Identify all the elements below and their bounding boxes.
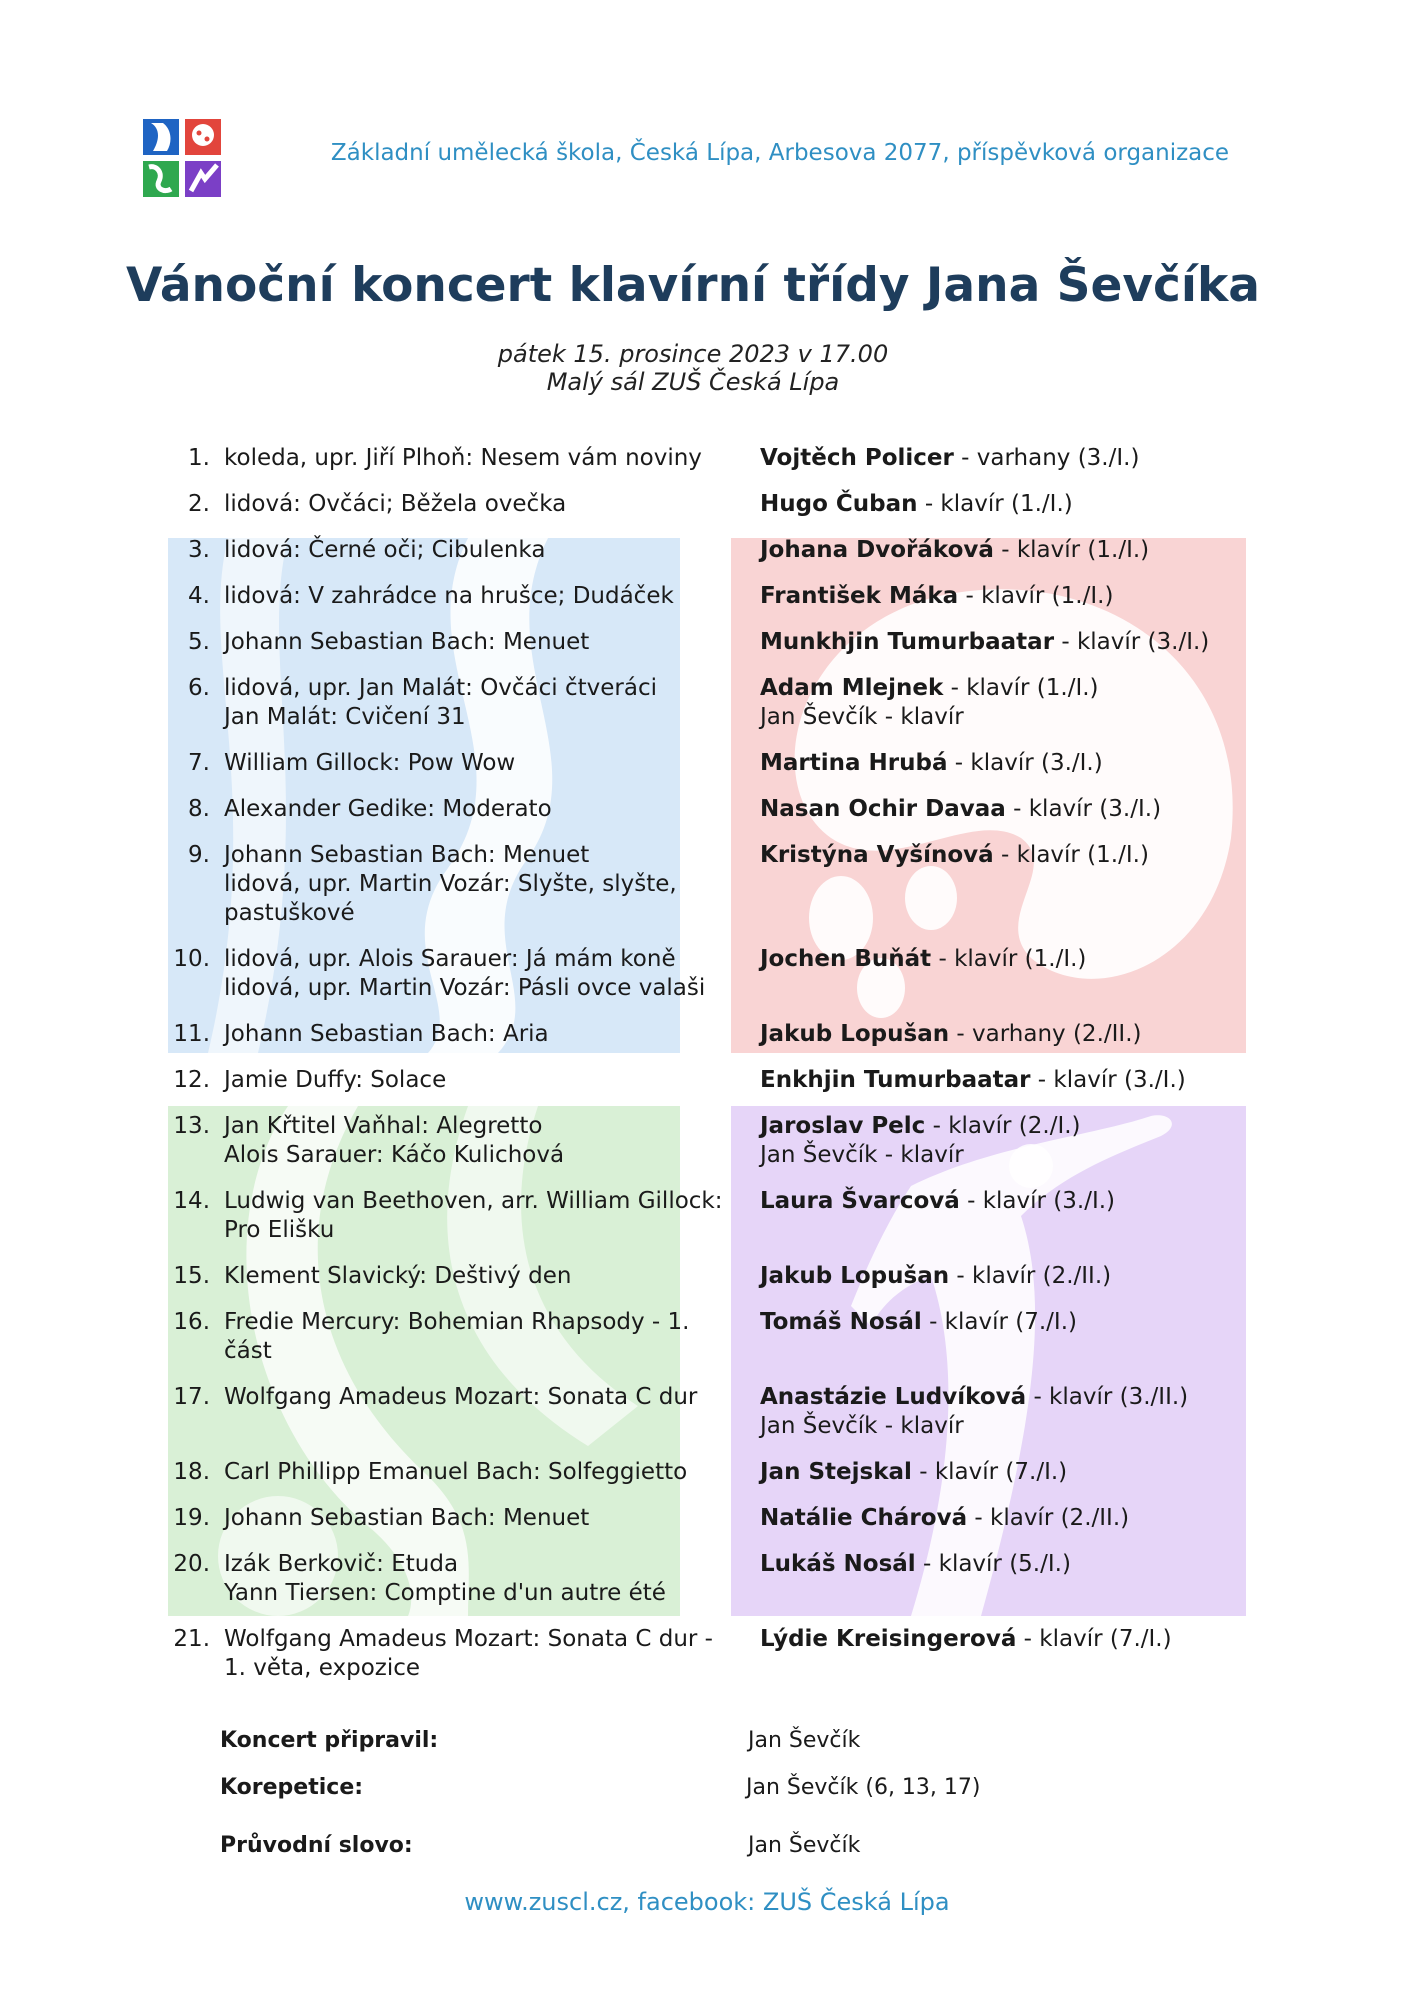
piece-line: část xyxy=(224,1338,272,1364)
program-item-piece xyxy=(224,1625,744,1683)
performer-instrument: - varhany (3./I.) xyxy=(953,445,1140,471)
performer-line xyxy=(760,582,1270,611)
program-item-piece xyxy=(224,490,744,519)
program-item-number: 9. xyxy=(188,842,210,868)
piece-line: Klement Slavický: Deštivý den xyxy=(224,1263,572,1289)
program-item xyxy=(160,536,1270,565)
performer-name: Jaroslav Pelc xyxy=(760,1113,926,1139)
performer-instrument: - klavír (3./I.) xyxy=(959,1188,1116,1214)
performer-instrument: - klavír (2./I.) xyxy=(925,1113,1081,1139)
program-item xyxy=(160,1458,1270,1487)
credit-value: Jan Ševčík (6, 13, 17) xyxy=(746,1775,981,1800)
piece-line: pastuškové xyxy=(224,900,355,926)
program-item-piece xyxy=(224,1187,744,1245)
performer-name: Lýdie Kreisingerová xyxy=(760,1626,1017,1652)
performer-name: Enkhjin Tumurbaatar xyxy=(760,1067,1031,1093)
credit-value: Jan Ševčík xyxy=(748,1833,861,1858)
program-item-piece xyxy=(224,749,744,778)
program-item xyxy=(160,749,1270,778)
performer-line xyxy=(760,444,1270,473)
program-item xyxy=(160,628,1270,657)
program-item-piece xyxy=(224,582,744,611)
accompanist-line: Jan Ševčík - klavír xyxy=(760,704,964,730)
program-item-performer xyxy=(760,1550,1270,1608)
performer-instrument: - klavír (3./II.) xyxy=(1026,1384,1189,1410)
program-item xyxy=(160,795,1270,824)
performer-name: Nasan Ochir Davaa xyxy=(760,796,1006,822)
piece-line: William Gillock: Pow Wow xyxy=(224,750,516,776)
program-item xyxy=(160,674,1270,732)
performer-instrument: - klavír (1./I.) xyxy=(958,583,1114,609)
piece-line: Yann Tiersen: Comptine d'un autre été xyxy=(224,1580,666,1606)
program-item-piece xyxy=(224,1308,744,1366)
piece-line: Pro Elišku xyxy=(224,1217,335,1243)
program-item-number: 10. xyxy=(173,946,210,972)
piece-line: lidová, upr. Martin Vozár: Slyšte, slyšte, xyxy=(224,871,677,897)
piece-line: Johann Sebastian Bach: Aria xyxy=(224,1021,549,1047)
program-list xyxy=(160,444,1270,1700)
piece-line: Jan Malát: Cvičení 31 xyxy=(224,704,466,730)
school-logo-icon xyxy=(141,117,223,199)
program-item-number: 3. xyxy=(188,537,210,563)
program-item xyxy=(160,1187,1270,1245)
piece-line: Fredie Mercury: Bohemian Rhapsody - 1. xyxy=(224,1309,690,1335)
performer-line xyxy=(760,1112,1270,1141)
program-item xyxy=(160,444,1270,473)
performer-name: Munkhjin Tumurbaatar xyxy=(760,629,1055,655)
program-item-performer xyxy=(760,444,1270,473)
piece-line: 1. věta, expozice xyxy=(224,1655,421,1681)
performer-line xyxy=(760,841,1270,870)
program-item-number: 13. xyxy=(173,1113,210,1139)
credit-label: Korepetice: xyxy=(220,1775,364,1800)
performer-instrument: - klavír (3./I.) xyxy=(947,750,1103,776)
program-item-number: 5. xyxy=(188,629,210,655)
program-item-number: 1. xyxy=(188,445,210,471)
program-item xyxy=(160,582,1270,611)
performer-instrument: - klavír (7./I.) xyxy=(911,1459,1068,1485)
program-item xyxy=(160,945,1270,1003)
program-item xyxy=(160,841,1270,928)
program-item-piece xyxy=(224,1550,744,1608)
performer-name: Jan Stejskal xyxy=(760,1459,912,1485)
program-item-piece xyxy=(224,841,744,928)
piece-line: Jamie Duffy: Solace xyxy=(224,1067,447,1093)
performer-instrument: - klavír (3./I.) xyxy=(1054,629,1210,655)
concert-venue: Malý sál ZUŠ Česká Lípa xyxy=(546,368,840,396)
performer-name: František Máka xyxy=(760,583,959,609)
performer-name: Natálie Chárová xyxy=(760,1505,968,1531)
program-item-performer xyxy=(760,1458,1270,1487)
performer-line xyxy=(760,1458,1270,1487)
performer-instrument: - klavír (3./I.) xyxy=(1030,1067,1186,1093)
program-item-piece xyxy=(224,1504,744,1533)
piece-line: lidová: Černé oči; Cibulenka xyxy=(224,537,546,563)
program-item xyxy=(160,1262,1270,1291)
program-item-performer xyxy=(760,1383,1270,1441)
program-item-number: 19. xyxy=(173,1505,210,1531)
performer-name: Tomáš Nosál xyxy=(760,1309,922,1335)
program-item-number: 14. xyxy=(173,1188,210,1214)
performer-line xyxy=(760,628,1270,657)
piece-line: lidová: V zahrádce na hrušce; Dudáček xyxy=(224,583,674,609)
credit-label: Koncert připravil: xyxy=(220,1728,439,1753)
program-item-number: 15. xyxy=(173,1263,210,1289)
program-item-number: 12. xyxy=(173,1067,210,1093)
piece-line: Izák Berkovič: Etuda xyxy=(224,1551,459,1577)
accompanist-line: Jan Ševčík - klavír xyxy=(760,1413,964,1439)
program-item xyxy=(160,1625,1270,1683)
performer-instrument: - klavír (1./I.) xyxy=(943,675,1099,701)
performer-instrument: - klavír (2./II.) xyxy=(949,1263,1112,1289)
program-item-performer xyxy=(760,1625,1270,1683)
performer-instrument: - klavír (1./I.) xyxy=(993,842,1149,868)
piece-line: Wolfgang Amadeus Mozart: Sonata C dur - xyxy=(224,1626,713,1652)
program-item xyxy=(160,1308,1270,1366)
performer-instrument: - klavír (2./II.) xyxy=(967,1505,1130,1531)
performer-name: Vojtěch Policer xyxy=(760,445,954,471)
performer-name: Adam Mlejnek xyxy=(760,675,944,701)
performer-instrument: - klavír (1./I.) xyxy=(993,537,1150,563)
program-item-number: 2. xyxy=(188,491,210,517)
program-item-number: 4. xyxy=(188,583,210,609)
program-item-number: 7. xyxy=(188,750,210,776)
performer-line xyxy=(760,945,1270,974)
program-item-piece xyxy=(224,945,744,1003)
performer-name: Anastázie Ludvíková xyxy=(760,1384,1027,1410)
piece-line: Jan Křtitel Vaňhal: Alegretto xyxy=(224,1113,543,1139)
performer-line xyxy=(760,749,1270,778)
performer-instrument: - klavír (7./I.) xyxy=(1016,1626,1172,1652)
program-item-number: 20. xyxy=(173,1551,210,1577)
program-item-performer xyxy=(760,536,1270,565)
program-item xyxy=(160,1504,1270,1533)
performer-name: Johana Dvořáková xyxy=(760,537,994,563)
piece-line: koleda, upr. Jiří Plhoň: Nesem vám noviny xyxy=(224,445,702,471)
footer-links[interactable]: www.zuscl.cz, facebook: ZUŠ Česká Lípa xyxy=(464,1888,950,1916)
program-item xyxy=(160,490,1270,519)
performer-instrument: - klavír (1./I.) xyxy=(917,491,1073,517)
program-item-performer xyxy=(760,841,1270,928)
performer-line xyxy=(760,795,1270,824)
program-item-piece xyxy=(224,1383,744,1441)
performer-instrument: - klavír (3./I.) xyxy=(1005,796,1162,822)
program-item-piece xyxy=(224,1020,744,1049)
program-item-performer xyxy=(760,628,1270,657)
piece-line: Carl Phillipp Emanuel Bach: Solfeggietto xyxy=(224,1459,688,1485)
program-item-number: 17. xyxy=(173,1384,210,1410)
program-item-piece xyxy=(224,444,744,473)
program-item xyxy=(160,1020,1270,1049)
piece-line: lidová: Ovčáci; Běžela ovečka xyxy=(224,491,567,517)
program-item-number: 18. xyxy=(173,1459,210,1485)
performer-instrument: - klavír (5./I.) xyxy=(915,1551,1071,1577)
performer-line xyxy=(760,1066,1270,1095)
program-item-number: 11. xyxy=(173,1021,210,1047)
program-item-performer xyxy=(760,1187,1270,1245)
piece-line: Johann Sebastian Bach: Menuet xyxy=(224,842,590,868)
program-item-piece xyxy=(224,674,744,732)
performer-line xyxy=(760,536,1270,565)
piece-line: Wolfgang Amadeus Mozart: Sonata C dur xyxy=(224,1384,698,1410)
performer-line xyxy=(760,1504,1270,1533)
program-item-performer xyxy=(760,795,1270,824)
program-item xyxy=(160,1550,1270,1608)
page-title: Vánoční koncert klavírní třídy Jana Ševčíka xyxy=(126,258,1260,313)
performer-name: Jakub Lopušan xyxy=(760,1021,950,1047)
piece-line: lidová, upr. Martin Vozár: Pásli ovce valaši xyxy=(224,975,706,1001)
program-item-performer xyxy=(760,674,1270,732)
program-item-number: 8. xyxy=(188,796,210,822)
program-item-piece xyxy=(224,795,744,824)
program-item-number: 16. xyxy=(173,1309,210,1335)
performer-name: Jakub Lopušan xyxy=(760,1263,950,1289)
program-item-number: 6. xyxy=(188,675,210,701)
credit-value: Jan Ševčík xyxy=(748,1728,861,1753)
performer-line xyxy=(760,1262,1270,1291)
program-item-number: 21. xyxy=(173,1626,210,1652)
program-item-piece xyxy=(224,536,744,565)
performer-name: Lukáš Nosál xyxy=(760,1551,916,1577)
performer-name: Martina Hrubá xyxy=(760,750,948,776)
program-item-performer xyxy=(760,945,1270,1003)
program-item-performer xyxy=(760,1504,1270,1533)
program-item-performer xyxy=(760,582,1270,611)
performer-line xyxy=(760,1383,1270,1412)
program-item-performer xyxy=(760,1066,1270,1095)
performer-instrument: - varhany (2./II.) xyxy=(949,1021,1142,1047)
performer-line xyxy=(760,1550,1270,1579)
program-item-performer xyxy=(760,1112,1270,1170)
program-item-performer xyxy=(760,1308,1270,1366)
school-name: Základní umělecká škola, Česká Lípa, Arbesova 2077, příspěvková organizace xyxy=(330,140,1230,166)
piece-line: lidová, upr. Jan Malát: Ovčáci čtveráci xyxy=(224,675,658,701)
performer-instrument: - klavír (1./I.) xyxy=(931,946,1087,972)
piece-line: Alois Sarauer: Káčo Kulichová xyxy=(224,1142,565,1168)
program-item-performer xyxy=(760,490,1270,519)
performer-line xyxy=(760,1625,1270,1654)
program-item-piece xyxy=(224,1262,744,1291)
performer-name: Kristýna Vyšínová xyxy=(760,842,994,868)
performer-line xyxy=(760,1020,1270,1049)
performer-line xyxy=(760,1187,1270,1216)
program-item xyxy=(160,1383,1270,1441)
accompanist-line: Jan Ševčík - klavír xyxy=(760,1142,964,1168)
program-item-performer xyxy=(760,1020,1270,1049)
program-item-piece xyxy=(224,1066,744,1095)
piece-line: Alexander Gedike: Moderato xyxy=(224,796,552,822)
program-item-piece xyxy=(224,1112,744,1170)
performer-line xyxy=(760,1308,1270,1337)
performer-instrument: - klavír (7./I.) xyxy=(921,1309,1077,1335)
program-item-performer xyxy=(760,749,1270,778)
program-item-performer xyxy=(760,1262,1270,1291)
piece-line: Johann Sebastian Bach: Menuet xyxy=(224,629,590,655)
performer-line xyxy=(760,490,1270,519)
credit-label: Průvodní slovo: xyxy=(220,1833,413,1858)
performer-line xyxy=(760,674,1270,703)
performer-name: Laura Švarcová xyxy=(760,1188,960,1214)
performer-name: Hugo Čuban xyxy=(760,491,918,517)
piece-line: Johann Sebastian Bach: Menuet xyxy=(224,1505,590,1531)
piece-line: lidová, upr. Alois Sarauer: Já mám koně xyxy=(224,946,676,972)
program-item-piece xyxy=(224,1458,744,1487)
program-item xyxy=(160,1112,1270,1170)
performer-name: Jochen Buňát xyxy=(760,946,932,972)
program-item-piece xyxy=(224,628,744,657)
concert-date: pátek 15. prosince 2023 v 17.00 xyxy=(497,340,889,368)
piece-line: Ludwig van Beethoven, arr. William Gillock: xyxy=(224,1188,723,1214)
program-item xyxy=(160,1066,1270,1095)
